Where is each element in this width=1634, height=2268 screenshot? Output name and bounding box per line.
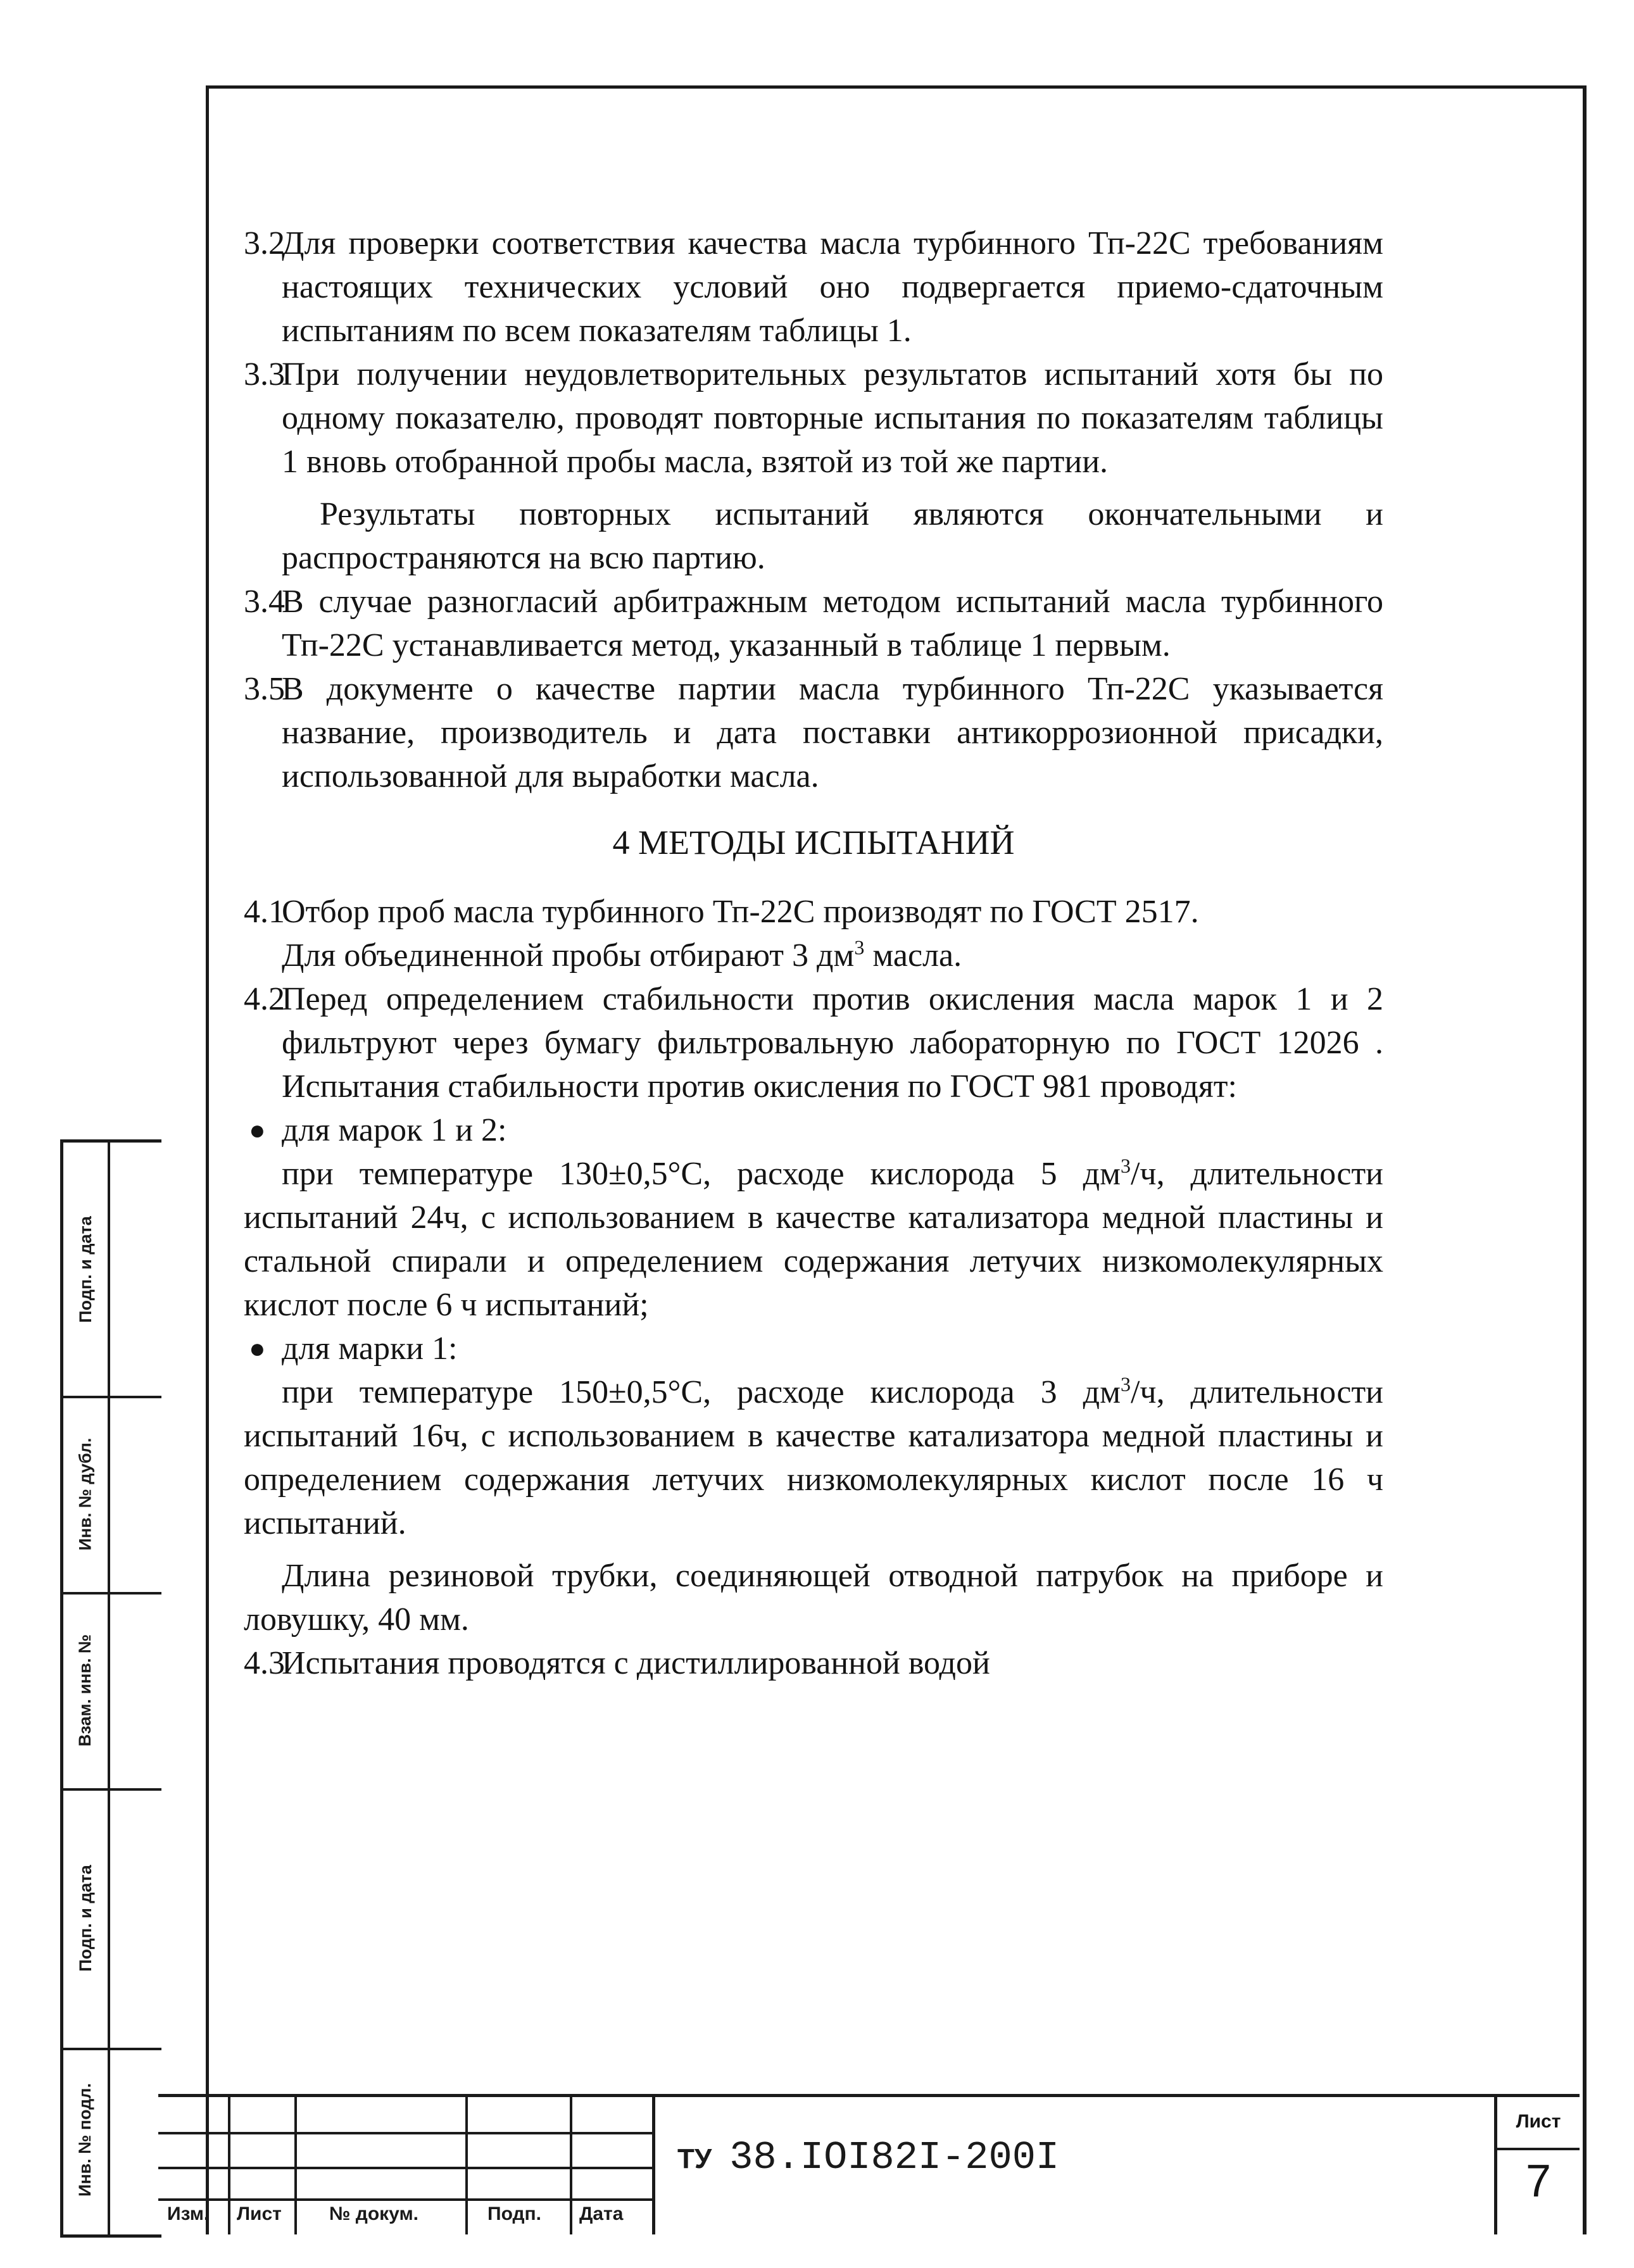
clause-3-3-note	[244, 492, 1383, 580]
superscript: 3	[1120, 1154, 1131, 1177]
document-code	[677, 2135, 1059, 2180]
grid-col-line	[465, 2097, 468, 2234]
col-sign: Подп.	[487, 2203, 541, 2224]
col-date: Дата	[579, 2203, 624, 2224]
clause-text: Для проверки соответствия качества масла турбинного Тп-22С требованиям настоящих технических условий оно подвергается приемо-сдаточным испытаниям по всем показателям таблицы 1.	[282, 225, 1383, 349]
revision-grid	[158, 2097, 655, 2234]
grid-col-line	[294, 2097, 297, 2234]
clause-text: при температуре 130±0,5°С, расходе кислорода 5 дм	[282, 1156, 1121, 1192]
clause-text: В документе о качестве партии масла турбинного Тп-22С указывается название, производитель и дата поставки антикоррозионной присадки, использованной для выработки масла.	[282, 671, 1383, 794]
clause-text: Испытания проводятся с дистиллированной водой	[282, 1645, 990, 1681]
sheet-box	[1494, 2097, 1580, 2234]
clause-text: В случае разногласий арбитражным методом испытаний масла турбинного Тп-22С устанавливается метод, указанный в таблице 1 первым.	[282, 584, 1383, 663]
superscript: 3	[854, 936, 865, 959]
side-label-inv-dup: Инв. № дубл.	[75, 1437, 95, 1551]
document-body	[244, 222, 1383, 1685]
clause-number: 3.4	[244, 584, 285, 620]
clause-4-3	[244, 1641, 1383, 1685]
ty-prefix: ТУ	[677, 2143, 712, 2174]
sheet-divider	[1497, 2148, 1580, 2150]
clause-4-2	[244, 977, 1383, 1108]
clause-number: 4.3	[244, 1645, 285, 1681]
grid-col-line	[228, 2097, 230, 2234]
bullet-1-text	[244, 1152, 1383, 1327]
clause-text: При получении неудовлетворительных результатов испытаний хотя бы по одному показателю, проводят повторные испытания по показателям таблицы 1 вновь отобранной пробы масла, взятой из той же партии.	[282, 356, 1383, 480]
clause-3-4	[244, 580, 1383, 667]
grid-row-line	[158, 2198, 652, 2201]
section-heading: 4 МЕТОДЫ ИСПЫТАНИЙ	[612, 824, 1015, 861]
clause-4-1	[244, 890, 1383, 934]
clause-text: /ч, длительности испытаний 16ч, с использованием в качестве катализатора медной пластины и определением содержания летучих низкомолекулярных кислот после 16 ч испытаний.	[244, 1374, 1384, 1541]
clause-3-3	[244, 353, 1383, 484]
bullet-marks-1-2	[244, 1108, 1383, 1152]
side-stamp	[60, 1139, 161, 2238]
bullet-label: для марки 1:	[282, 1331, 458, 1367]
clause-text: Для объединенной пробы отбирают 3 дм	[282, 937, 855, 974]
clause-number: 4.1	[244, 894, 285, 930]
tube-length-note: Длина резиновой трубки, соединяющей отводной патрубок на приборе и ловушку, 40 мм.	[244, 1558, 1383, 1638]
clause-text: Результаты повторных испытаний являются окончательными и распространяются на всю партию.	[282, 496, 1383, 576]
col-doc: № докум.	[329, 2203, 418, 2224]
side-label-inv-orig: Инв. № подл.	[75, 2083, 95, 2196]
clause-text: Отбор проб масла турбинного Тп-22С производят по ГОСТ 2517.	[282, 894, 1199, 930]
side-label-vzam-inv: Взам. инв. №	[75, 1634, 95, 1746]
grid-row-line	[158, 2132, 652, 2134]
clause-text: Перед определением стабильности против окисления масла марок 1 и 2 фильтруют через бумагу фильтровальную лабораторную по ГОСТ 12026 . Испытания стабильности против окисления по ГОСТ 981 проводят:	[282, 981, 1383, 1105]
grid-col-line	[570, 2097, 572, 2234]
sheet-label: Лист	[1516, 2111, 1561, 2132]
col-izm: Изм.	[167, 2203, 210, 2224]
grid-row-line	[158, 2167, 652, 2169]
bullet-dot-icon: ●	[249, 1333, 266, 1364]
sheet-number: 7	[1525, 2156, 1552, 2207]
side-label-sign-date-1: Подп. и дата	[75, 1215, 95, 1323]
title-block	[158, 2094, 1580, 2234]
side-label-sign-date-2: Подп. и дата	[75, 1864, 95, 1972]
clause-text: /ч, длительности испытаний 24ч, с использованием в качестве катализатора медной пластины и стальной спирали и определением содержания летучих низкомолекулярных кислот после 6 ч испытаний;	[244, 1156, 1384, 1323]
col-list: Лист	[237, 2203, 282, 2224]
bullet-label: для марок 1 и 2:	[282, 1112, 507, 1148]
clause-number: 4.2	[244, 981, 285, 1017]
clause-number: 3.2	[244, 225, 285, 261]
superscript: 3	[1120, 1372, 1131, 1396]
clause-text: масла.	[864, 937, 962, 974]
clause-number: 3.3	[244, 356, 285, 392]
clause-3-5	[244, 667, 1383, 798]
clause-text: при температуре 150±0,5°С, расходе кислорода 3 дм	[282, 1374, 1121, 1410]
bullet-2-text	[244, 1370, 1383, 1545]
bullet-mark-1	[244, 1327, 1383, 1370]
bullet-dot-icon: ●	[249, 1115, 266, 1146]
clause-3-2	[244, 222, 1383, 353]
clause-number: 3.5	[244, 671, 285, 707]
doc-code: 38.IOI82I-200I	[729, 2135, 1060, 2180]
clause-4-1-sub	[244, 934, 1383, 977]
